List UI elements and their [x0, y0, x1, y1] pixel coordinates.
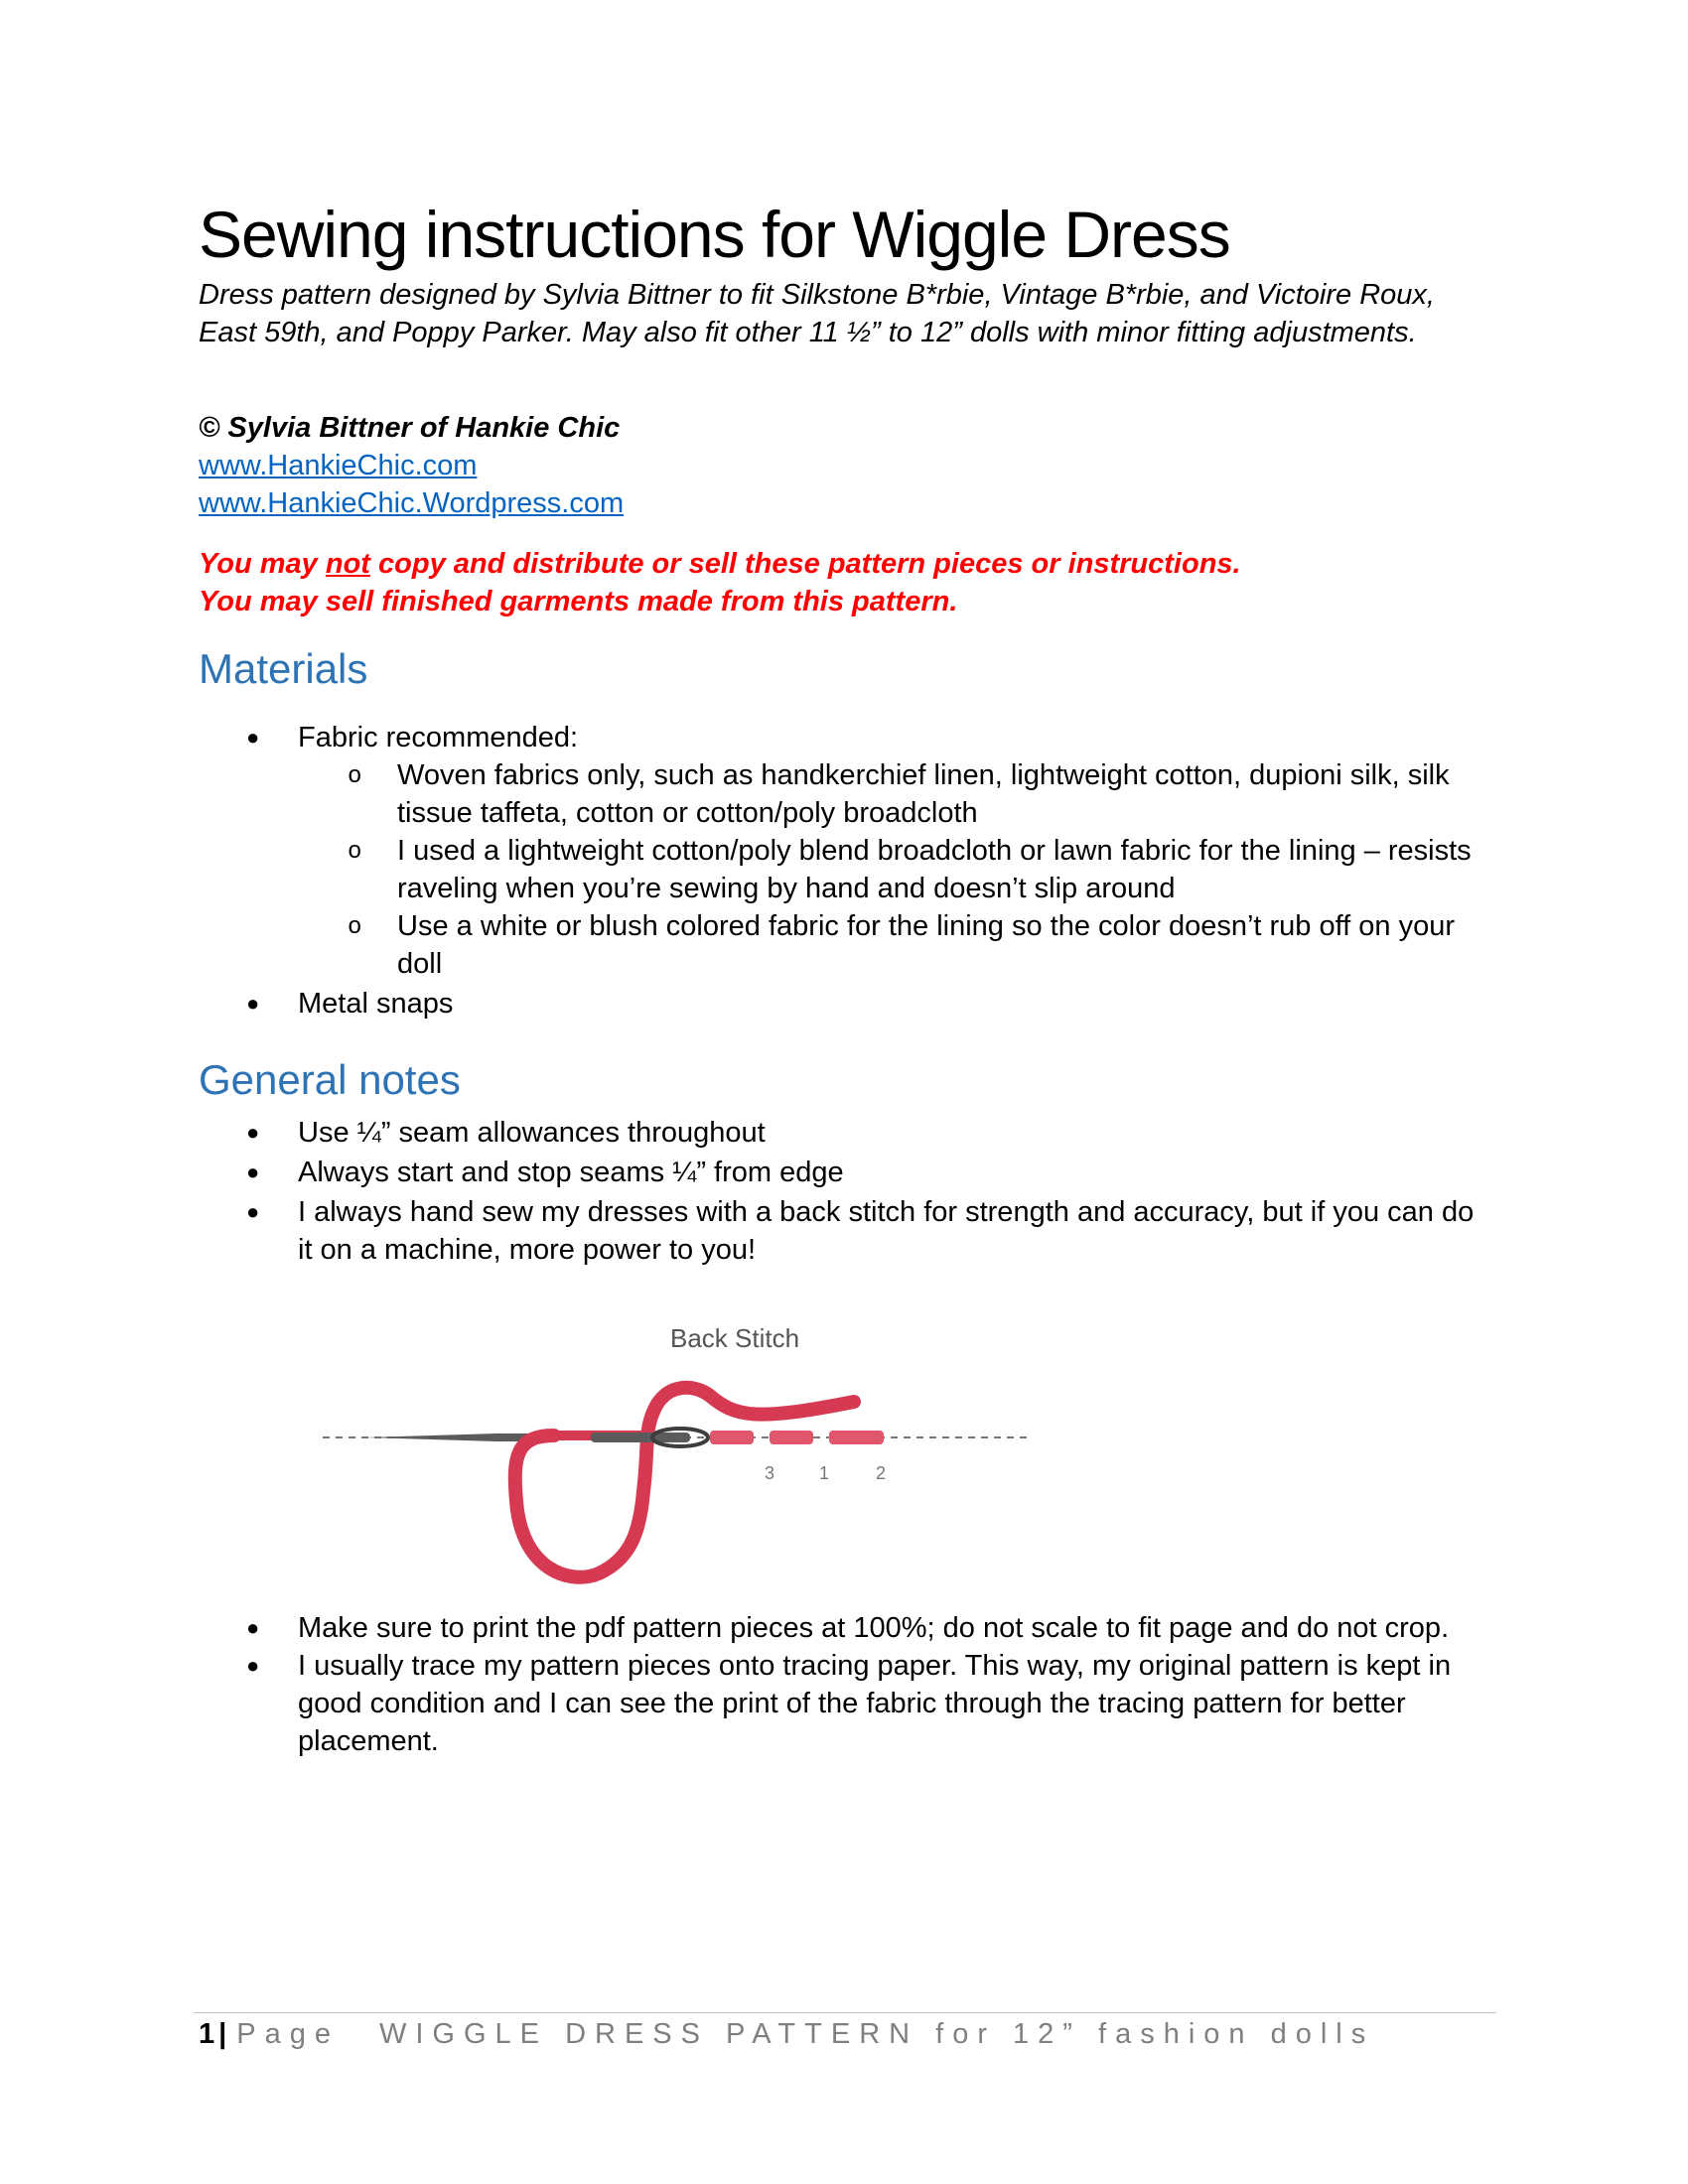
- bullet-icon: ●: [246, 991, 260, 1016]
- footer-separator: |: [218, 2018, 227, 2050]
- circle-bullet-icon: o: [348, 763, 362, 790]
- list-item: ● Fabric recommended:: [199, 719, 1489, 756]
- needle-body: [591, 1433, 690, 1442]
- warning-emphasis: not: [325, 548, 370, 580]
- general-notes-list-continued: [199, 1609, 1489, 1760]
- link-hankiechic[interactable]: www.HankieChic.com: [199, 450, 478, 481]
- warning-line-1: You may not copy and distribute or sell these pattern pieces or instructions.: [199, 548, 1241, 580]
- needle-tip: [365, 1433, 496, 1441]
- copyright-notice: © Sylvia Bittner of Hankie Chic: [199, 412, 621, 444]
- general-notes-heading: General notes: [199, 1056, 461, 1103]
- stitch-segment: [829, 1431, 884, 1444]
- stitch-label: 1: [819, 1463, 830, 1483]
- sub-list-item: o Woven fabrics only, such as handkerchief linen, lightweight cotton, dupioni silk, silk tissue taffeta, cotton or cotton/poly broadcloth: [348, 759, 1450, 829]
- circle-bullet-icon: o: [348, 914, 362, 941]
- list-item: ● I always hand sew my dresses with a back stitch for strength and accuracy, but if you can do it on a machine, more power to you!: [199, 1193, 1489, 1269]
- link-hankiechic-wordpress[interactable]: www.HankieChic.Wordpress.com: [199, 487, 625, 519]
- subtitle: Dress pattern designed by Sylvia Bittner to fit Silkstone B*rbie, Vintage B*rbie, and Victoire Roux, East 59th, and Poppy Parker. May also fit other 11 ½” to 12” dolls with minor fitting adjustments.: [199, 279, 1435, 348]
- bullet-icon: ●: [246, 1120, 260, 1145]
- thread: [515, 1388, 854, 1577]
- copyright-warning: [199, 545, 1241, 620]
- bullet-icon: ●: [246, 1199, 260, 1224]
- sub-list-item: o I used a lightweight cotton/poly blend broadcloth or lawn fabric for the lining – resists raveling when you’re sewing by hand and doesn’t slip around: [348, 835, 1472, 904]
- bullet-icon: ●: [246, 1653, 260, 1678]
- bullet-icon: ●: [246, 1615, 260, 1640]
- page-label: Page: [236, 2018, 340, 2050]
- footer-title: WIGGLE DRESS PATTERN for 12” fashion dolls: [379, 2018, 1375, 2050]
- stitch-label: 3: [765, 1463, 775, 1483]
- circle-bullet-icon: o: [348, 839, 362, 866]
- stitch-label: 2: [876, 1463, 887, 1483]
- list-item: ● I usually trace my pattern pieces onto tracing paper. This way, my original pattern is kept in good condition and I can see the print of the fabric through the tracing pattern for better placement.: [199, 1647, 1489, 1760]
- list-item: ● Make sure to print the pdf pattern pieces at 100%; do not scale to fit page and do not crop.: [199, 1609, 1489, 1647]
- footer-divider: [194, 2012, 1496, 2013]
- materials-list: [199, 719, 1489, 1023]
- diagram-caption: Back Stitch: [670, 1323, 800, 1353]
- warning-line-2: You may sell finished garments made from this pattern.: [199, 586, 958, 617]
- bullet-icon: ●: [246, 725, 260, 750]
- stitch-segment: [770, 1431, 813, 1444]
- page-title: Sewing instructions for Wiggle Dress: [199, 198, 1230, 271]
- page-number: 1: [199, 2018, 215, 2050]
- general-notes-list: [199, 1114, 1489, 1269]
- sub-list-item: o Use a white or blush colored fabric for the lining so the color doesn’t rub off on your doll: [348, 910, 1455, 980]
- back-stitch-diagram: [318, 1312, 1132, 1610]
- copyright-block: [199, 409, 624, 522]
- list-item: ● Metal snaps: [199, 985, 1489, 1023]
- stitch-segment: [710, 1431, 754, 1444]
- materials-heading: Materials: [199, 645, 368, 692]
- bullet-icon: ●: [246, 1160, 260, 1184]
- list-item: ● Always start and stop seams ¼” from edge: [199, 1154, 1489, 1191]
- list-item: ● Use ¼” seam allowances throughout: [199, 1114, 1489, 1152]
- page-footer: [199, 2018, 1374, 2051]
